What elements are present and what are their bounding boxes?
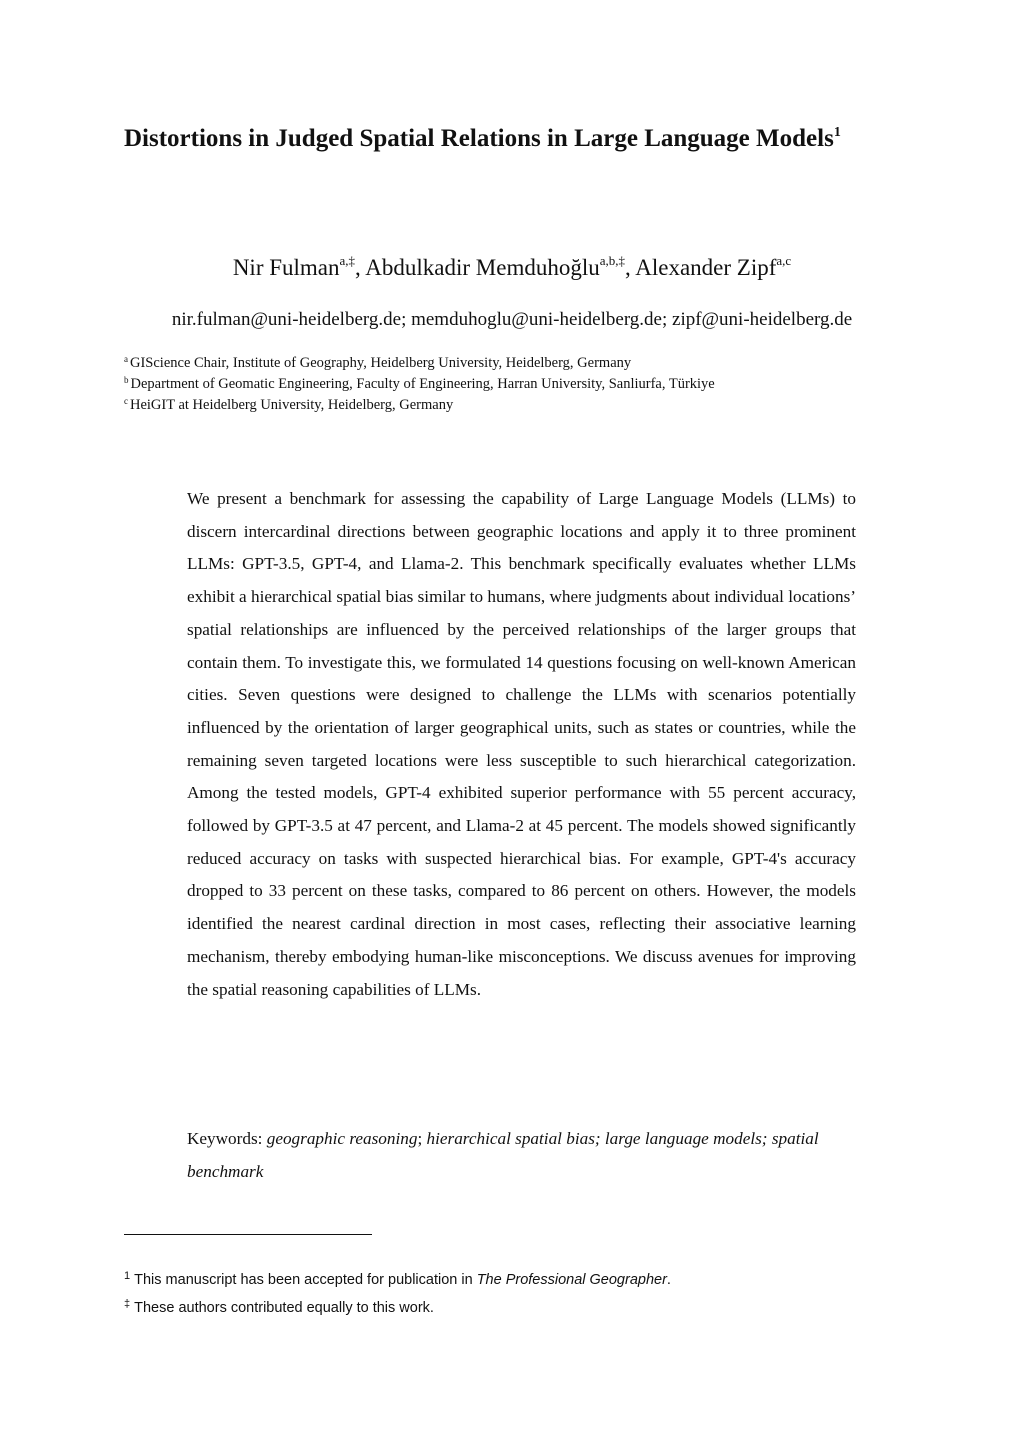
- affiliation-text: GIScience Chair, Institute of Geography, Heidelberg University, Heidelberg, Germany: [130, 355, 632, 371]
- footnote-list: [124, 1266, 924, 1322]
- footnote-text: These authors contributed equally to this work.: [134, 1300, 434, 1316]
- footnote-text-end: .: [666, 1272, 671, 1288]
- footnote-item: [124, 1266, 924, 1294]
- keywords-label: Keywords:: [187, 1129, 267, 1148]
- footnote-mark: ‡: [124, 1298, 131, 1310]
- keywords: [187, 1122, 856, 1188]
- paper-title: [124, 122, 924, 156]
- footnote-mark: 1: [124, 1270, 131, 1282]
- affiliation-list: [124, 353, 904, 416]
- footnote-divider: [124, 1234, 372, 1235]
- author-separator: ,: [355, 255, 366, 280]
- keywords-separator: ;: [417, 1129, 423, 1148]
- author-affiliation-marks: a,c: [776, 253, 792, 268]
- author-emails: nir.fulman@uni-heidelberg.de; memduhoglu@uni-heidelberg.de; zipf@uni-heidelberg.de: [171, 309, 853, 330]
- affiliation-item: [124, 374, 904, 395]
- author-separator: ,: [625, 255, 636, 280]
- author-affiliation-marks: a,‡: [339, 253, 356, 268]
- affiliation-mark: b: [124, 375, 129, 385]
- footnote-text: This manuscript has been accepted for publication in: [134, 1272, 477, 1288]
- author-name: Alexander Zipf: [635, 255, 777, 280]
- keywords-rest: hierarchical spatial bias; large language models; spatial benchmark: [187, 1129, 819, 1181]
- affiliation-mark: c: [124, 396, 128, 406]
- keywords-first: geographic reasoning: [266, 1129, 418, 1148]
- author-affiliation-marks: a,b,‡: [599, 253, 626, 268]
- footnote-item: [124, 1294, 924, 1322]
- affiliation-item: [124, 353, 904, 374]
- footnote-journal: The Professional Geographer: [476, 1272, 667, 1288]
- affiliation-text: Department of Geomatic Engineering, Faculty of Engineering, Harran University, Sanliurfa, Türkiye: [130, 376, 715, 392]
- affiliation-mark: a: [124, 354, 128, 364]
- affiliation-item: [124, 395, 904, 416]
- author-name: Nir Fulman: [232, 255, 340, 280]
- abstract: We present a benchmark for assessing the capability of Large Language Models (LLMs) to discern intercardinal directions between geographic locations and apply it to three prominent LLMs: GPT-3.5, GPT-4, and Llama-2. This benchmark specifically evaluates whether LLMs exhibit a hierarchical spatial bias similar to humans, where judgments about individual locations’ spatial relationships are influenced by the perceived relationships of the larger groups that contain them. To investigate this, we formulated 14 questions focusing on well-known American cities. Seven questions were designed to challenge the LLMs with scenarios potentially influenced by the orientation of larger geographical units, such as states or countries, while the remaining seven targeted locations were less susceptible to such hierarchical categorization. Among the tested models, GPT-4 exhibited superior performance with 55 percent accuracy, followed by GPT-3.5 at 47 percent, and Llama-2 at 45 percent. The models showed significantly reduced accuracy on tasks with suspected hierarchical bias. For example, GPT-4's accuracy dropped to 33 percent on these tasks, compared to 86 percent on others. However, the models identified the nearest cardinal direction in most cases, reflecting their associative learning mechanism, thereby embodying human-like misconceptions. We discuss avenues for improving the spatial reasoning capabilities of LLMs.: [187, 489, 856, 999]
- affiliation-text: HeiGIT at Heidelberg University, Heidelberg, Germany: [130, 397, 454, 413]
- title-footnote-mark: 1: [833, 125, 841, 140]
- author-list: [0, 253, 1024, 283]
- author-name: Abdulkadir Memduhoğlu: [365, 255, 600, 280]
- paper-title-text: Distortions in Judged Spatial Relations in Large Language Models: [124, 125, 834, 152]
